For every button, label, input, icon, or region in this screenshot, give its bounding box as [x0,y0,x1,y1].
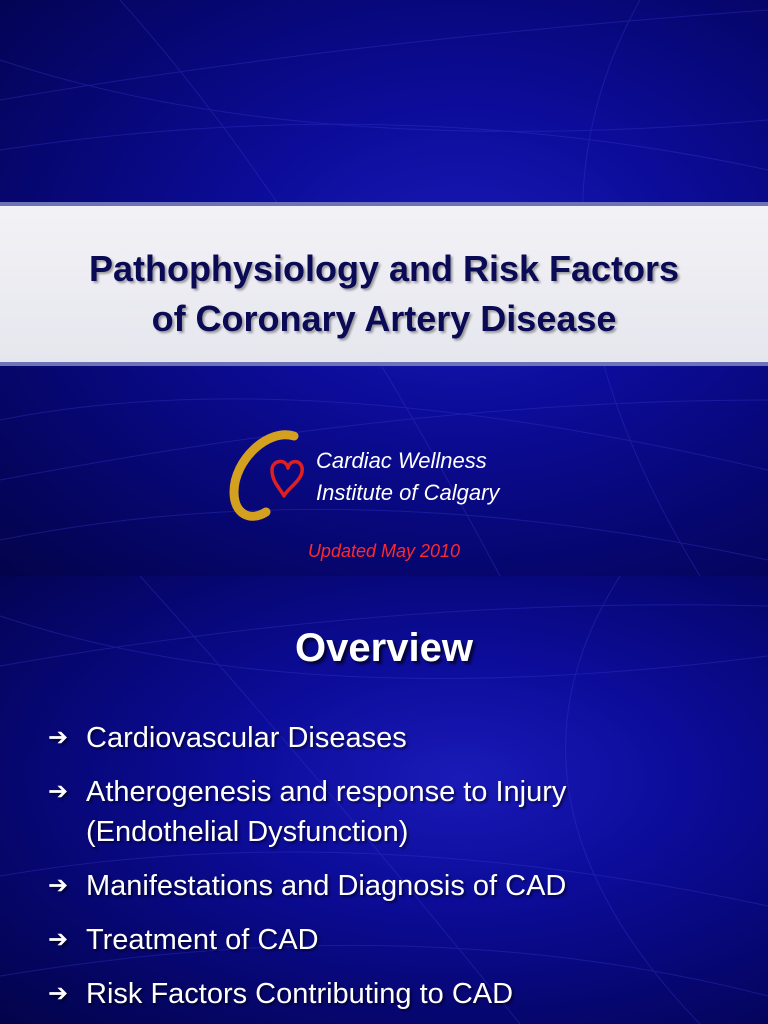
title-band [0,202,768,366]
organization-name-line-1: Cardiac Wellness [316,448,487,473]
slide-title [0,244,768,344]
bullet-text: Atherogenesis and response to Injury [86,776,567,808]
bullet-item [48,718,748,758]
overview-bullet-list [48,718,748,1024]
c-heart-logo-icon [228,430,308,522]
organization-name-line-2: Institute of Calgary [316,480,500,505]
bullet-text: Treatment of CAD [86,924,319,956]
organization-name [316,445,499,509]
bullet-text: (Endothelial Dysfunction) [86,816,409,848]
bullet-item [48,772,748,852]
overview-heading: Overview [295,626,473,670]
title-line-1: Pathophysiology and Risk Factors [88,248,680,289]
bullet-item [48,974,748,1014]
bullet-item [48,866,748,906]
arrow-right-icon: ➔ [48,872,69,899]
arrow-right-icon: ➔ [48,778,69,805]
arrow-right-icon: ➔ [48,926,69,953]
updated-date: Updated May 2010 [307,541,461,561]
bullet-item [48,920,748,960]
bullet-text: Manifestations and Diagnosis of CAD [86,870,567,902]
title-line-2: of Coronary Artery Disease [151,298,617,339]
bullet-text: Risk Factors Contributing to CAD [86,978,514,1010]
overview-slide [0,576,768,1024]
arrow-right-icon: ➔ [48,724,69,751]
arrow-right-icon: ➔ [48,980,69,1007]
bullet-text: Cardiovascular Diseases [86,722,407,754]
